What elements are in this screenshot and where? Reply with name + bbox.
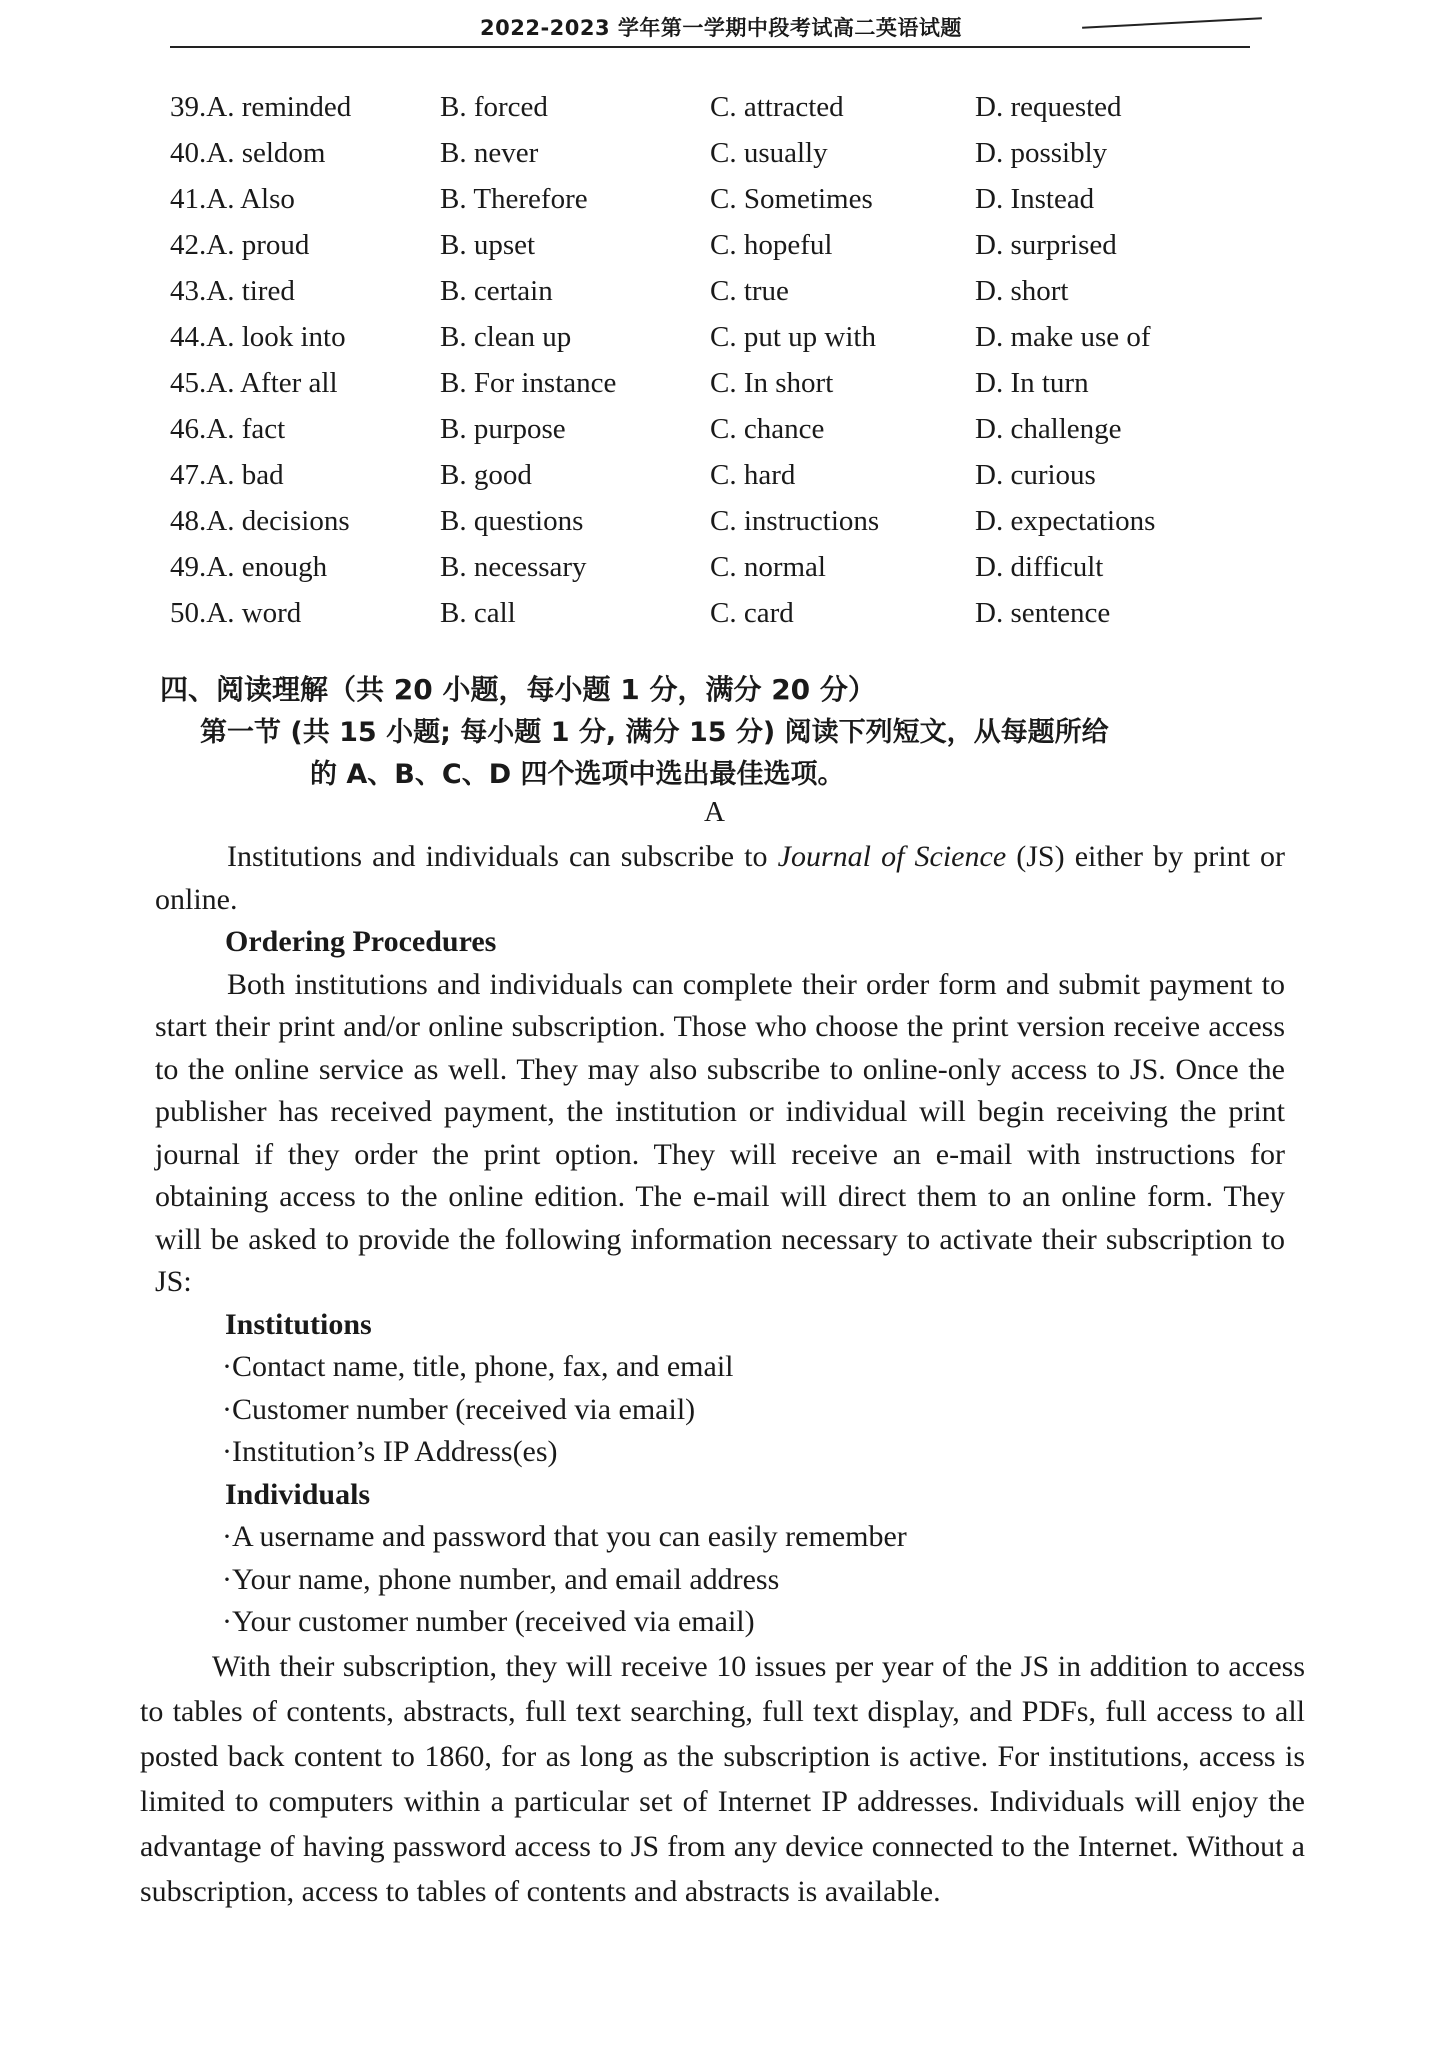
option-d: D. surprised — [975, 229, 1117, 261]
option-d: D. requested — [975, 91, 1122, 123]
option-a: 48.A. decisions — [170, 505, 350, 537]
option-b: B. call — [440, 597, 516, 629]
option-d: D. Instead — [975, 183, 1095, 215]
option-a: 40.A. seldom — [170, 137, 326, 169]
option-d: D. short — [975, 275, 1069, 307]
option-row-43 — [170, 268, 1270, 314]
page-header — [170, 12, 1250, 48]
option-b: B. questions — [440, 505, 584, 537]
ordering-paragraph: Both institutions and individuals can complete their order form and submit payment to start their print and/or online subscription. Those who choose the print version receive access to the online service as well. They may also subscribe to online-only access to JS. Once the publisher has received payment, the institution or individual will begin receiving the print journal if they order the print option. They will receive an e-mail with instructions for obtaining access to the online edition. The e-mail will direct them to an online form. They will be asked to provide the following information necessary to activate their subscription to JS: — [155, 967, 1285, 1298]
reading-passage — [140, 836, 1305, 1914]
passage-intro: Institutions and individuals can subscribe to Journal of Science (JS) either by print or online. — [155, 840, 1286, 916]
individuals-heading: Individuals — [225, 1477, 371, 1511]
option-c: C. usually — [710, 137, 828, 169]
option-row-49 — [170, 544, 1270, 590]
header-rule-tail — [1082, 17, 1262, 28]
institutions-heading: Institutions — [225, 1307, 372, 1341]
option-d: D. make use of — [975, 321, 1151, 353]
option-c: C. put up with — [710, 321, 876, 353]
option-b: B. purpose — [440, 413, 566, 445]
option-d: D. sentence — [975, 597, 1111, 629]
subsection-line-2: 的 A、B、C、D 四个选项中选出最佳选项。 — [310, 759, 845, 790]
option-c: C. hard — [710, 459, 796, 491]
list-item: ·Your name, phone number, and email address — [222, 1562, 780, 1596]
option-row-44 — [170, 314, 1270, 360]
option-a: 43.A. tired — [170, 275, 295, 307]
option-row-40 — [170, 130, 1270, 176]
passage-label: A — [704, 796, 725, 828]
option-row-48 — [170, 498, 1270, 544]
option-row-47 — [170, 452, 1270, 498]
section-title: 四、阅读理解（共 20 小题，每小题 1 分，满分 20 分） — [160, 673, 876, 706]
option-b: B. certain — [440, 275, 553, 307]
option-a: 45.A. After all — [170, 367, 338, 399]
subsection-instructions — [200, 712, 1280, 796]
option-b: B. For instance — [440, 367, 617, 399]
option-c: C. true — [710, 275, 789, 307]
option-c: C. hopeful — [710, 229, 833, 261]
option-c: C. Sometimes — [710, 183, 873, 215]
option-row-41 — [170, 176, 1270, 222]
ordering-heading: Ordering Procedures — [225, 925, 497, 958]
option-b: B. upset — [440, 229, 536, 261]
option-d: D. curious — [975, 459, 1096, 491]
option-c: C. instructions — [710, 505, 880, 537]
option-c: C. card — [710, 597, 794, 629]
option-a: 42.A. proud — [170, 229, 310, 261]
option-a: 39.A. reminded — [170, 91, 352, 123]
option-d: D. difficult — [975, 551, 1104, 583]
option-d: D. challenge — [975, 413, 1122, 445]
option-c: C. In short — [710, 367, 834, 399]
option-row-39 — [170, 84, 1270, 130]
option-d: D. In turn — [975, 367, 1089, 399]
option-a: 46.A. fact — [170, 413, 286, 445]
option-row-50 — [170, 590, 1270, 636]
option-row-45 — [170, 360, 1270, 406]
closing-paragraph: With their subscription, they will receive 10 issues per year of the JS in addition to access to tables of contents, abstracts, full text searching, full text display, and PDFs, full access to all posted back content to 1860, for as long as the subscription is active. For institutions, access is limited to computers within a particular set of Internet IP addresses. Individuals will enjoy the advantage of having password access to JS from any device connected to the Internet. Without a subscription, access to tables of contents and abstracts is available. — [140, 1649, 1305, 1908]
option-c: C. attracted — [710, 91, 844, 123]
option-row-42 — [170, 222, 1270, 268]
option-b: B. good — [440, 459, 532, 491]
list-item: ·Contact name, title, phone, fax, and email — [222, 1350, 734, 1383]
option-c: C. chance — [710, 413, 825, 445]
option-a: 50.A. word — [170, 597, 302, 629]
option-b: B. necessary — [440, 551, 587, 583]
option-row-46 — [170, 406, 1270, 452]
option-b: B. never — [440, 137, 539, 169]
option-d: D. possibly — [975, 137, 1108, 169]
header-title: 2022-2023 学年第一学期中段考试高二英语试题 — [480, 16, 962, 40]
option-b: B. Therefore — [440, 183, 588, 215]
list-item: ·Institution’s IP Address(es) — [222, 1435, 558, 1468]
option-a: 41.A. Also — [170, 183, 295, 215]
list-item: ·Your customer number (received via email) — [222, 1605, 755, 1638]
option-d: D. expectations — [975, 505, 1156, 537]
journal-name: Journal of Science — [777, 840, 1007, 873]
list-item: ·Customer number (received via email) — [222, 1392, 696, 1426]
option-b: B. forced — [440, 91, 548, 123]
option-a: 47.A. bad — [170, 459, 284, 491]
option-a: 44.A. look into — [170, 321, 346, 353]
option-c: C. normal — [710, 551, 826, 583]
options-table — [170, 84, 1270, 636]
subsection-line-1: 第一节 (共 15 小题; 每小题 1 分, 满分 15 分) 阅读下列短文，从每题所给 — [200, 717, 1109, 748]
list-item: ·A username and password that you can easily remember — [222, 1520, 907, 1553]
option-b: B. clean up — [440, 321, 572, 353]
option-a: 49.A. enough — [170, 551, 328, 583]
